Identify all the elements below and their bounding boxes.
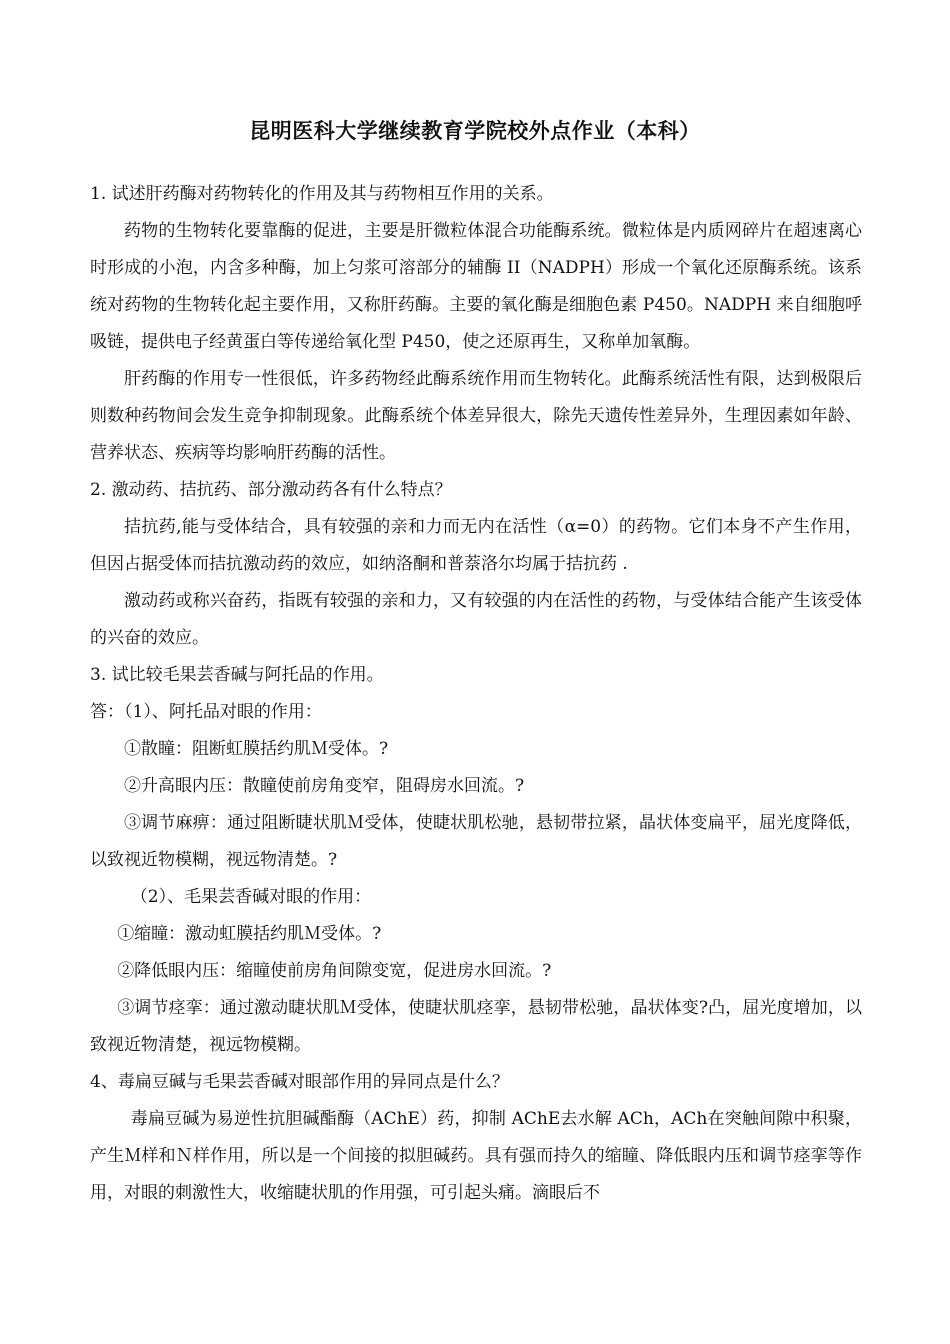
answer-3-item-1: ①散瞳：阻断虹膜括约肌Ｍ受体。? [124, 739, 389, 759]
question-4: 4、毒扁豆碱与毛果芸香碱对眼部作用的异同点是什么？ [90, 1072, 509, 1092]
answer-3-subheading: （2）、毛果芸香碱对眼的作用： [130, 887, 372, 907]
answer-2-paragraph-1: 拮抗药,能与受体结合，具有较强的亲和力而无内在活性（α=0）的药物。它们本身不产生作用，但因占据受体而拮抗激动药的效应，如纳洛酮和普萘洛尔均属于拮抗药 . [90, 517, 862, 574]
question-1: 1. 试述肝药酶对药物转化的作用及其与药物相互作用的关系。 [90, 184, 554, 204]
answer-3-item-2: ②升高眼内压：散瞳使前房角变窄，阻碍房水回流。? [124, 776, 525, 796]
answer-1-paragraph-2: 肝药酶的作用专一性很低，许多药物经此酶系统作用而生物转化。此酶系统活性有限，达到极限后则数种药物间会发生竞争抑制现象。此酶系统个体差异很大，除先天遗传性差异外，生理因素如年龄、营养状态、疾病等均影响肝药酶的活性。 [90, 369, 862, 463]
document-body [90, 176, 862, 1212]
answer-3-sub-item-2: ②降低眼内压：缩瞳使前房角间隙变宽，促进房水回流。? [117, 961, 552, 981]
page-title: 昆明医科大学继续教育学院校外点作业（本科） [249, 119, 701, 143]
answer-3-heading: 答：（1）、阿托品对眼的作用： [90, 702, 322, 722]
question-2: 2. 激动药、拮抗药、部分激动药各有什么特点？ [90, 480, 452, 500]
answer-3-item-3: ③调节麻痹：通过阻断睫状肌Ｍ受体，使睫状肌松驰，悬韧带拉紧，晶状体变扁平，屈光度降低，以致视近物模糊，视远物清楚。? [90, 813, 862, 870]
answer-4-paragraph-1: 毒扁豆碱为易逆性抗胆碱酯酶（AChE）药，抑制 AChE去水解 ACh，ACh在突触间隙中积聚，产生Ｍ样和Ｎ样作用，所以是一个间接的拟胆碱药。具有强而持久的缩瞳、降低眼内压和调节痉挛等作用，对眼的刺激性大，收缩睫状肌的作用强，可引起头痛。滴眼后不 [90, 1109, 862, 1203]
answer-3-sub-item-3: ③调节痉挛：通过激动睫状肌Ｍ受体，使睫状肌痉挛，悬韧带松驰，晶状体变?凸，屈光度增加，以致视近物清楚，视远物模糊。 [90, 998, 862, 1055]
question-3: 3. 试比较毛果芸香碱与阿托品的作用。 [90, 665, 384, 685]
answer-2-paragraph-2: 激动药或称兴奋药，指既有较强的亲和力，又有较强的内在活性的药物，与受体结合能产生该受体的兴奋的效应。 [90, 591, 862, 648]
answer-1-paragraph-1: 药物的生物转化要靠酶的促进，主要是肝微粒体混合功能酶系统。微粒体是内质网碎片在超速离心时形成的小泡，内含多种酶，加上匀浆可溶部分的辅酶 II（NADPH）形成一个氧化还原酶系统。该系统对药物的生物转化起主要作用，又称肝药酶。主要的氧化酶是细胞色素 P450。NADPH 来自细胞呼吸链，提供电子经黄蛋白等传递给氧化型 P450，使之还原再生，又称单加氧酶。 [90, 221, 862, 352]
answer-3-sub-item-1: ①缩瞳：激动虹膜括约肌Ｍ受体。? [117, 924, 382, 944]
